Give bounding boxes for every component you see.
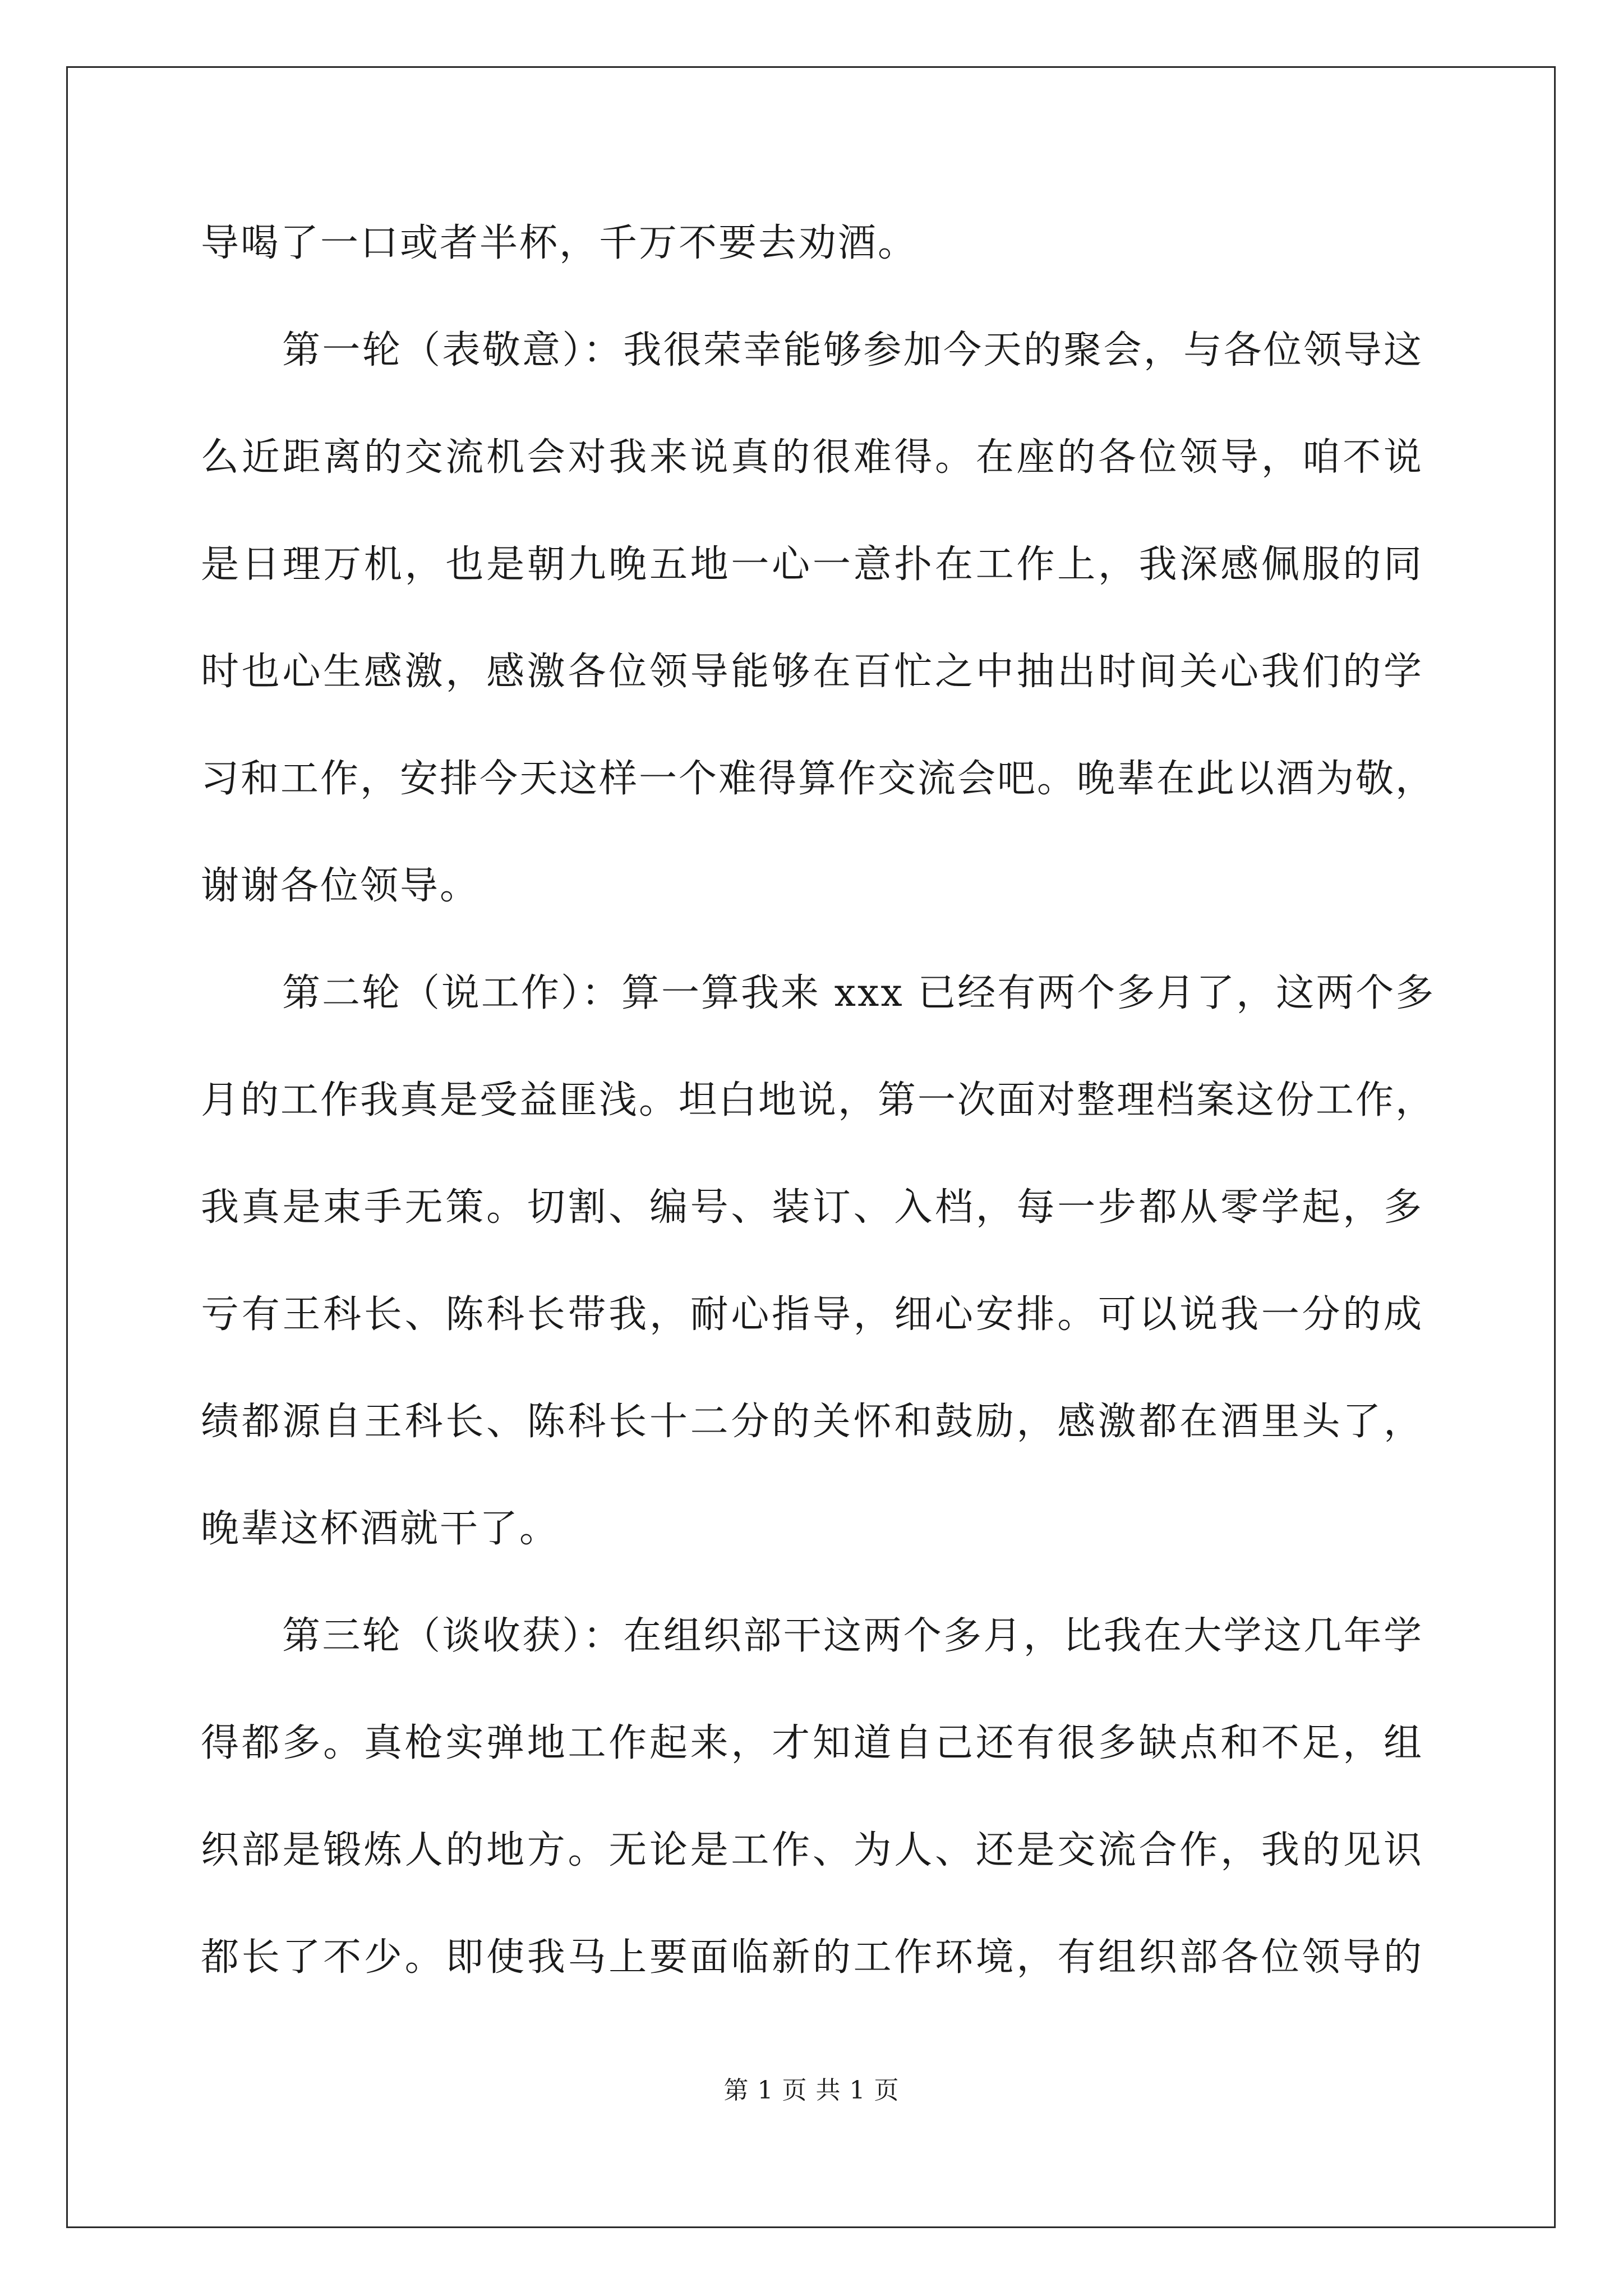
text-line: 习和工作，安排今天这样一个难得算作交流会吧。晚辈在此以酒为敬， bbox=[201, 757, 1436, 801]
text-line: 第三轮（谈收获）：在组织部干这两个多月，比我在大学这几年学 bbox=[282, 1614, 1423, 1658]
text-line: 月的工作我真是受益匪浅。坦白地说，第一次面对整理档案这份工作， bbox=[201, 1078, 1436, 1122]
text-line: 亏有王科长、陈科长带我，耐心指导，细心安排。可以说我一分的成 bbox=[201, 1292, 1423, 1337]
text-line: 得都多。真枪实弹地工作起来，才知道自己还有很多缺点和不足，组 bbox=[201, 1721, 1423, 1765]
text-line: 时也心生感激，感激各位领导能够在百忙之中抽出时间关心我们的学 bbox=[201, 650, 1423, 694]
text-line: 导喝了一口或者半杯，千万不要去劝酒。 bbox=[201, 221, 918, 265]
text-line: 第一轮（表敬意）：我很荣幸能够参加今天的聚会，与各位领导这 bbox=[282, 328, 1423, 372]
document-body bbox=[201, 213, 1436, 2035]
text-line: 我真是束手无策。切割、编号、装订、入档，每一步都从零学起，多 bbox=[201, 1185, 1423, 1230]
text-line: 谢谢各位领导。 bbox=[201, 864, 480, 908]
text-line: 绩都源自王科长、陈科长十二分的关怀和鼓励，感激都在酒里头了， bbox=[201, 1400, 1423, 1444]
text-line: 晚辈这杯酒就干了。 bbox=[201, 1507, 560, 1551]
text-line: 都长了不少。即使我马上要面临新的工作环境，有组织部各位领导的 bbox=[201, 1935, 1423, 1980]
text-line: 么近距离的交流机会对我来说真的很难得。在座的各位领导，咱不说 bbox=[201, 435, 1423, 480]
text-line: 是日理万机，也是朝九晚五地一心一意扑在工作上，我深感佩服的同 bbox=[201, 542, 1423, 587]
page-footer: 第 1 页 共 1 页 bbox=[723, 2076, 900, 2105]
text-line: 第二轮（说工作）：算一算我来 xxx 已经有两个多月了，这两个多 bbox=[282, 971, 1436, 1015]
text-line: 织部是锻炼人的地方。无论是工作、为人、还是交流合作，我的见识 bbox=[201, 1828, 1423, 1872]
